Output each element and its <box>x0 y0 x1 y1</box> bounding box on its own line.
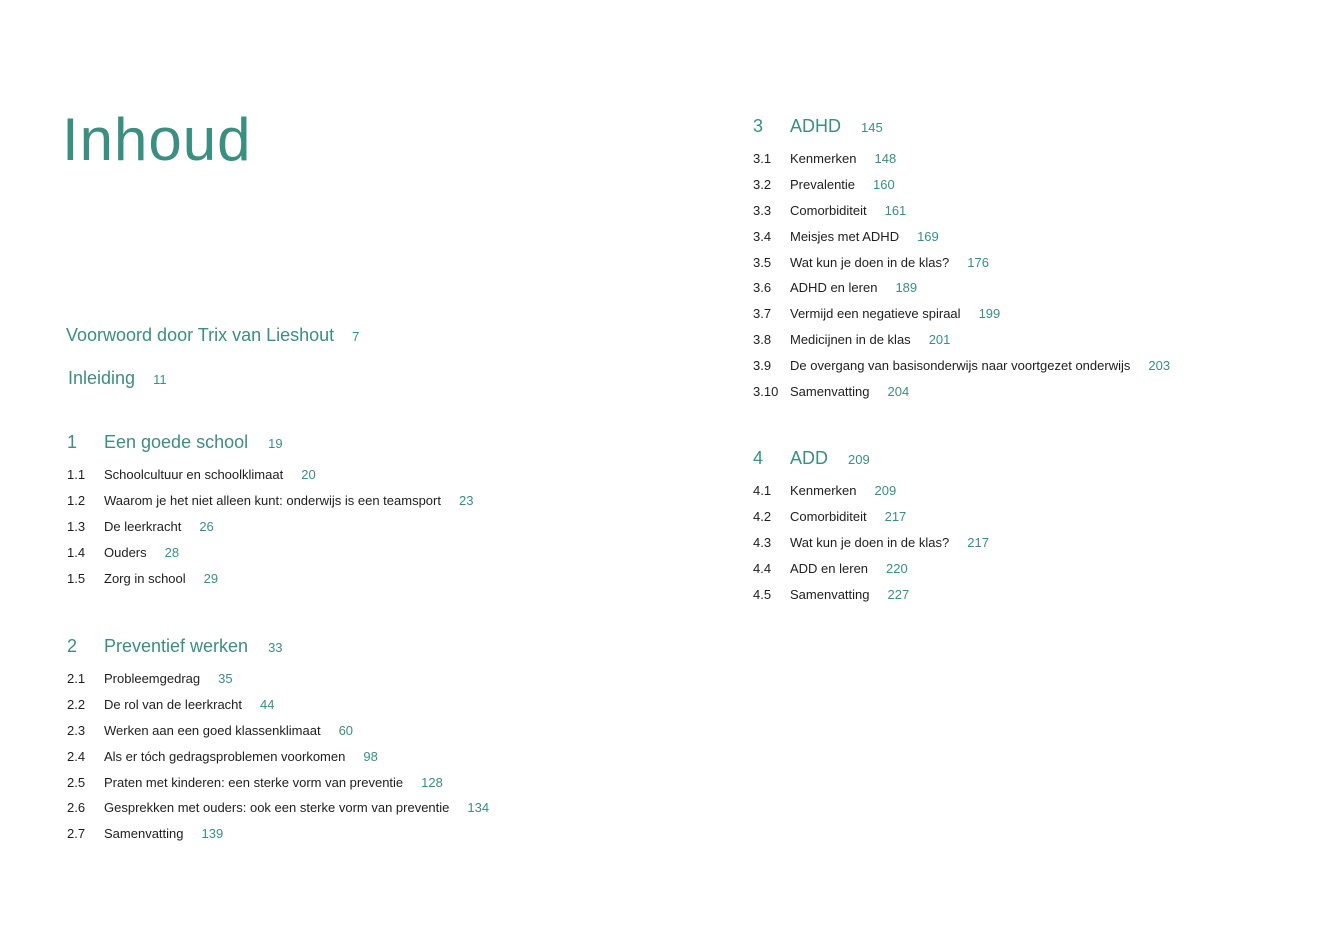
section-number: 3.1 <box>753 151 772 166</box>
section-number: 2.6 <box>67 800 86 816</box>
toc-section-3-9[interactable] <box>753 357 1313 383</box>
section-number: 4.5 <box>753 586 772 602</box>
section-number: 2.1 <box>67 671 86 686</box>
toc-section-3-3[interactable] <box>753 202 1313 228</box>
section-title: Ouders <box>104 544 147 560</box>
toc-section-4-2[interactable] <box>753 508 1313 534</box>
section-page: 199 <box>978 306 1001 322</box>
section-title: Vermijd een negatieve spiraal <box>790 306 961 322</box>
section-number: 3.4 <box>753 228 772 244</box>
section-page: 209 <box>874 483 897 498</box>
toc-section-3-5[interactable] <box>753 254 1313 280</box>
chapter-page: 145 <box>861 120 883 135</box>
toc-page-number: 7 <box>352 329 360 344</box>
section-title: Praten met kinderen: een sterke vorm van preventie <box>104 774 404 790</box>
section-title: Waarom je het niet alleen kunt: onderwijs is een teamsport <box>104 492 441 508</box>
section-number: 4.3 <box>753 534 772 550</box>
section-title: Samenvatting <box>790 384 870 400</box>
chapter-number: 2 <box>67 636 78 656</box>
section-title: Wat kun je doen in de klas? <box>790 254 950 270</box>
section-page: 203 <box>1148 358 1171 374</box>
toc-section-2-3[interactable] <box>67 722 627 748</box>
toc-front-title: Voorwoord door Trix van Lieshout <box>66 325 335 345</box>
toc-section-4-3[interactable] <box>753 534 1313 560</box>
chapter-heading[interactable] <box>67 430 627 454</box>
toc-section-3-10[interactable] <box>753 383 1313 409</box>
section-page: 148 <box>874 151 897 166</box>
section-title: Schoolcultuur en schoolklimaat <box>104 467 284 482</box>
section-number: 3.9 <box>753 358 772 374</box>
section-title: De leerkracht <box>104 518 182 534</box>
toc-section-3-4[interactable] <box>753 228 1313 254</box>
section-page: 20 <box>301 467 316 482</box>
section-title: Samenvatting <box>104 826 184 842</box>
toc-section-3-2[interactable] <box>753 176 1313 202</box>
section-number: 3.3 <box>753 202 772 218</box>
section-title: Kenmerken <box>790 151 857 166</box>
toc-chapter-2 <box>67 634 627 851</box>
toc-section-3-8[interactable] <box>753 331 1313 357</box>
chapter-number: 1 <box>67 432 78 452</box>
toc-section-1-3[interactable] <box>67 518 627 544</box>
section-number: 4.1 <box>753 483 772 498</box>
toc-chapter-3 <box>753 114 1313 409</box>
section-number: 2.7 <box>67 826 86 842</box>
toc-section-1-5[interactable] <box>67 570 627 596</box>
toc-section-3-7[interactable] <box>753 305 1313 331</box>
chapter-number: 3 <box>753 116 764 136</box>
section-page: 160 <box>873 176 895 192</box>
section-title: Meisjes met ADHD <box>790 228 900 244</box>
chapter-page: 19 <box>268 436 283 451</box>
section-page: 98 <box>363 748 378 764</box>
toc-section-2-5[interactable] <box>67 774 627 800</box>
chapter-title: Een goede school <box>104 432 249 452</box>
section-title: Comorbiditeit <box>790 508 867 524</box>
chapter-heading[interactable] <box>753 446 1313 470</box>
toc-page-number: 11 <box>153 372 167 387</box>
section-title: Kenmerken <box>790 483 857 498</box>
toc-section-2-7[interactable] <box>67 825 627 851</box>
section-title: Als er tóch gedragsproblemen voorkomen <box>104 748 346 764</box>
section-number: 4.2 <box>753 508 772 524</box>
section-title: Zorg in school <box>104 570 186 586</box>
section-number: 1.2 <box>67 492 86 508</box>
section-page: 220 <box>886 560 908 576</box>
section-number: 2.5 <box>67 774 86 790</box>
toc-section-4-1[interactable] <box>753 482 1313 508</box>
chapter-title: ADHD <box>790 116 842 136</box>
page-title: Inhoud <box>62 106 252 173</box>
section-number: 3.7 <box>753 306 772 322</box>
toc-section-1-2[interactable] <box>67 492 627 518</box>
section-page: 161 <box>884 202 907 218</box>
section-page: 35 <box>218 671 233 686</box>
toc-section-2-4[interactable] <box>67 748 627 774</box>
section-number: 2.3 <box>67 722 86 738</box>
section-number: 1.5 <box>67 570 86 586</box>
section-page: 204 <box>887 384 910 400</box>
toc-section-4-5[interactable] <box>753 586 1313 612</box>
section-title: Gesprekken met ouders: ook een sterke vorm van preventie <box>104 800 450 816</box>
section-title: ADD en leren <box>790 560 869 576</box>
section-number: 3.6 <box>753 280 772 296</box>
section-page: 189 <box>895 280 918 296</box>
section-number: 3.2 <box>753 176 772 192</box>
section-number: 2.2 <box>67 696 86 712</box>
section-page: 217 <box>884 508 907 524</box>
section-page: 128 <box>421 774 443 790</box>
section-number: 1.3 <box>67 518 86 534</box>
section-number: 4.4 <box>753 560 772 576</box>
chapter-heading[interactable] <box>67 634 627 658</box>
toc-section-4-4[interactable] <box>753 560 1313 586</box>
toc-front-title: Inleiding <box>68 368 136 388</box>
section-page: 134 <box>467 800 490 816</box>
section-page: 169 <box>917 228 939 244</box>
toc-section-1-4[interactable] <box>67 544 627 570</box>
toc-section-3-1[interactable] <box>753 150 1313 176</box>
toc-section-3-6[interactable] <box>753 279 1313 305</box>
section-page: 201 <box>928 332 951 348</box>
section-page: 60 <box>338 722 354 738</box>
chapter-heading[interactable] <box>753 114 1313 138</box>
section-title: Probleemgedrag <box>104 671 201 686</box>
toc-chapter-4 <box>753 446 1313 611</box>
chapter-page: 209 <box>848 452 870 467</box>
section-title: ADHD en leren <box>790 280 878 296</box>
section-number: 1.4 <box>67 544 86 560</box>
toc-section-1-1[interactable] <box>67 466 627 492</box>
section-title: Prevalentie <box>790 176 856 192</box>
section-number: 3.10 <box>753 384 779 400</box>
toc-section-2-1[interactable] <box>67 670 627 696</box>
section-number: 3.8 <box>753 332 772 348</box>
section-title: Comorbiditeit <box>790 202 867 218</box>
toc-chapter-1 <box>67 430 627 595</box>
section-title: Werken aan een goed klassenklimaat <box>104 722 321 738</box>
toc-section-2-2[interactable] <box>67 696 627 722</box>
toc-front-voorwoord[interactable] <box>66 324 359 348</box>
section-page: 217 <box>967 534 989 550</box>
toc-section-2-6[interactable] <box>67 799 627 825</box>
section-title: De overgang van basisonderwijs naar voortgezet onderwijs <box>790 358 1131 374</box>
section-page: 44 <box>260 696 275 712</box>
section-page: 23 <box>458 492 474 508</box>
section-title: Samenvatting <box>790 586 870 602</box>
section-number: 2.4 <box>67 748 86 764</box>
chapter-page: 33 <box>268 640 283 655</box>
section-page: 176 <box>967 254 989 270</box>
section-page: 26 <box>199 518 214 534</box>
toc-front-inleiding[interactable] <box>68 367 167 391</box>
chapter-title: ADD <box>790 448 829 468</box>
section-title: Wat kun je doen in de klas? <box>790 534 950 550</box>
section-number: 1.1 <box>67 467 86 482</box>
section-page: 28 <box>164 544 180 560</box>
chapter-number: 4 <box>753 448 764 468</box>
section-page: 227 <box>887 586 910 602</box>
section-number: 3.5 <box>753 254 772 270</box>
section-page: 139 <box>201 826 224 842</box>
chapter-title: Preventief werken <box>104 636 249 656</box>
section-title: Medicijnen in de klas <box>790 332 911 348</box>
section-page: 29 <box>203 570 219 586</box>
section-title: De rol van de leerkracht <box>104 696 243 712</box>
